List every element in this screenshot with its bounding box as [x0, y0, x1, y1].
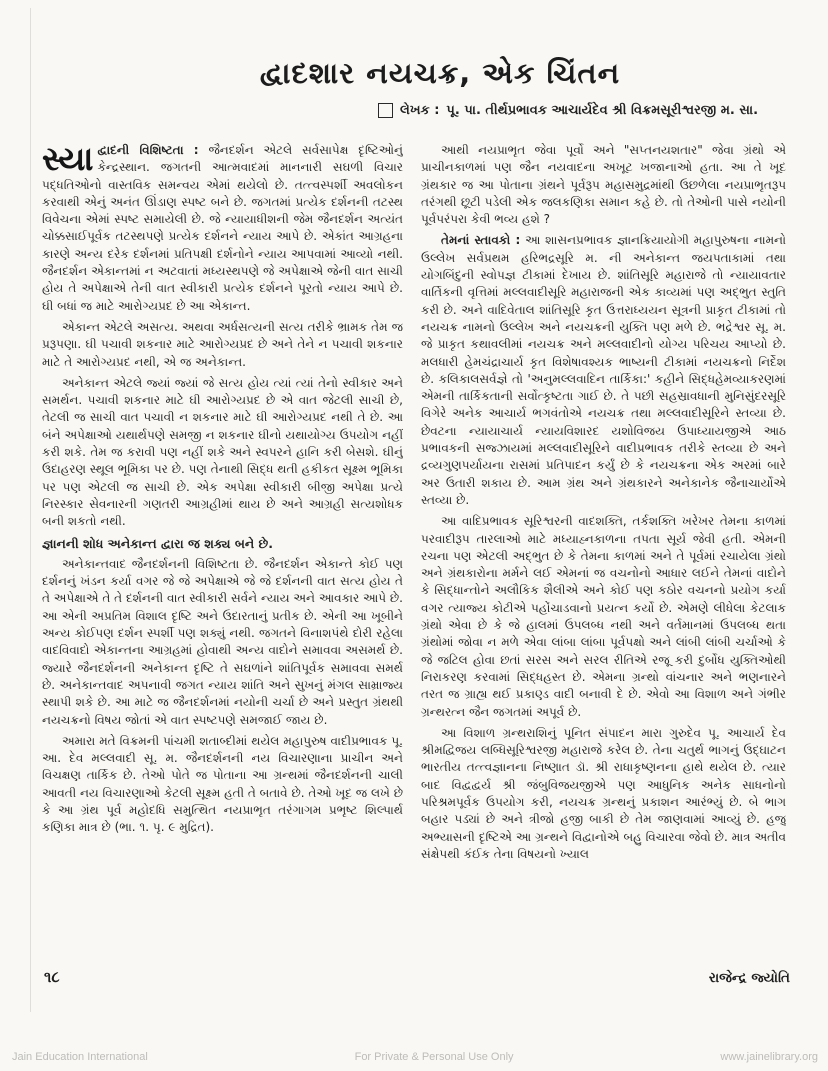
page-number: ૧૮ — [44, 968, 60, 986]
footer-left-text: Jain Education International — [12, 1051, 148, 1063]
paragraph: અનેકાન્ત એટલે જ્યાં જ્યાં જે સત્ય હોય ત્યાં ત્યાં તેનો સ્વીકાર અને સમર્થન. પચાવી શકનાર માટે ઘી આરોગ્યપ્રદ છે એ વાત જેટલી સાચી છે, તેટલી જ સાચી વાત પચાવી ન શકનાર માટે ઘી આરોગ્યપ્રદ નથી તે છે. આ બંને અપેક્ષાઓ યથાર્થપણે સમજી ન શકનાર ઘીનો યથાયોગ્ય ઉપયોગ નહીં કરી શકે. તેમ જ કરાવી પણ નહીં શકે અને સ્વપરને હાનિ કરી બેસશે. ઘીનું ઉદાહરણ સ્થૂલ ભૂમિકા પર છે. પણ તેનાથી સિદ્ધ થતી હકીકત સૂક્ષ્મ ભૂમિકા પર પણ એટલી જ સાચી છે. એક અપેક્ષા સ્વીકારી બીજી અપેક્ષા પ્રત્યે નિરસ્કાર સેવનારની ગણતરી આગ્રહીમાં થાય છે અને આગ્રહી સત્યશોધક બની શકતો નથી. — [42, 375, 403, 529]
byline-label: લેખક : — [400, 103, 440, 118]
paragraph: અનેકાન્તવાદ જૈનદર્શનની વિશિષ્ટતા છે. જૈનદર્શન એકાન્તે કોઈ પણ દર્શનનું ખંડન કર્યા વગર જે જે અપેક્ષાએ જે જે દર્શનની વાત સત્ય હોય તે તે અપેક્ષાએ તે તે દર્શનની વાત સ્વીકારી સર્વને ન્યાય અને આવકાર આપે છે. આ એની અપ્રતિમ વિશાલ દૃષ્ટિ અને ઉદારતાનું પ્રતીક છે. એની આ ખૂબીને અન્ય કોઈપણ દર્શન સ્પર્શી પણ શક્યું નથી. જગતને વિનાશપંથે દોરી રહેલા વાદવિવાદો એકાન્તના આગ્રહમાં હોવાથી અન્ય વાદોને સમાવવા અસમર્થ છે. જ્યારે જૈનદર્શનની અનેકાન્ત દૃષ્ટિ તે સઘળાંને શાંતિપૂર્વક સમાવવા સમર્થ છે. અનેકાન્તવાદ અપનાવી જગત ન્યાય શાંતિ અને સુખનું મંગલ સામ્રાજ્ય સ્થાપી શકે છે. આ માટે જ જૈનદર્શનમાં નયોની ચર્ચા છે અને પ્રસ્તુત ગ્રંથથી નયચક્રનો વિષય જોતાં એ વાત સ્પષ્ટપણે સમજાઈ જાય છે. — [42, 556, 403, 727]
paragraph: એકાન્ત એટલે અસત્ય. અથવા અર્ધસત્યની સત્ય તરીકે ભ્રામક તેમ જ પ્રરૂપણા. ઘી પચાવી શકનાર માટે આરોગ્યપ્રદ છે અને તેને ન પચાવી શકનાર માટે તે આરોગ્યપ્રદ નથી, એ જ અનેકાન્ત. — [42, 319, 403, 369]
paragraph: અમારા મતે વિક્રમની પાંચમી શતાબ્દીમાં થયેલ મહાપુરુષ વાદીપ્રભાવક પૂ. આ. દેવ મલ્લવાદી સૂ. મ. જૈનદર્શનની નય વિચારણાના પ્રાચીન અને વિચક્ષણ તાર્કિક છે. તેઓ પોતે જ પોતાના આ ગ્રન્થમાં જૈનદર્શનની ચાલી આવતી નય વિચારણાઓ કેટલી સૂક્ષ્મ હતી તે બતાવે છે. તેઓ ખૂદ જ લખે છે કે આ ગ્રંથ પૂર્વ મહોદધિ સમુત્થિત નયપ્રાભૃત તરંગાગમ પ્રભૃષ્ટ શિલ્પાર્થ કણિકા માત્ર છે (ભા. ૧. પૃ. ૯ મુદ્રિત). — [42, 733, 403, 835]
footer-center-text: For Private & Personal Use Only — [354, 1051, 514, 1063]
paragraph-lead: દ્વાદની વિશિષ્ટતા : — [97, 143, 199, 157]
paragraph-text: જૈનદર્શન એટલે સર્વસાપેક્ષ દૃષ્ટિઓનું કેન્દ્રસ્થાન. જગતની આત્મવાદમાં માનનારી સઘળી વિચાર પદ્ધતિઓનો વાસ્તવિક સમન્વય એમાં થયેલો છે. તત્ત્વસ્પર્શી અવલોકન કરવાથી એનું અનંત ઊંડાણ સ્પષ્ટ બને છે. જગતમાં પ્રત્યેક દર્શનની તટસ્થ વિવેચના એમાં સ્પષ્ટ સમાયેલી છે. જે ન્યાયાધીશની જેમ જૈનદર્શન અત્યંત ચોક્કસાઈપૂર્વક તટસ્થપણે પ્રત્યેક દર્શનને ન્યાય આપે છે. એકાંત આગ્રહના કારણે અન્ય દરેક દર્શનમાં પ્રતિપક્ષી દર્શનોને ન્યાય આપવામાં આવ્યો નથી. જૈનદર્શન એકાન્તમાં ન અટવાતાં મધ્યસ્થપણે જે અપેક્ષાએ જેની વાત સાચી હોય તે અપેક્ષાએ તેની વાત સ્વીકારી પ્રત્યેક દર્શનને પૂરતો ન્યાય આપે છે. ઘી બધાં જ માટે આરોગ્યપ્રદ છે આ એકાન્ત. — [42, 143, 403, 313]
byline-author: પૂ. પા. તીર્થપ્રભાવક આચાર્યદેવ શ્રી વિક્રમસૂરીશ્વરજી મ. સા. — [446, 103, 759, 118]
paragraph: આ વિશાળ ગ્રન્થરાશિનું પૂનિત સંપાદન મારા ગુરુદેવ પૂ. આચાર્ય દેવ શ્રીમદ્વિજય લબ્ધિસૂરિશ્વરજી મહારાજે કરેલ છે. તેના ચતુર્થ ભાગનું ઉદ્ઘાટન ભારતીય તત્ત્વજ્ઞાનના નિષ્ણાત ડૉ. શ્રી રાધાકૃષ્ણનના હાથે થયેલ છે. ત્યાર બાદ વિદ્વદ્વર્ય શ્રી જંબુવિજયજીએ પણ આધુનિક અનેક સાધનોનો પરિશ્રમપૂર્વક ઉપયોગ કરી, નયચક્ર ગ્રન્થનું પ્રકાશન આરંભ્યું છે. બે ભાગ બહાર પડ્યાં છે અને ત્રીજો હજી બાકી છે તેમ જાણવામાં આવ્યું છે. હજુ અભ્યાસની દૃષ્ટિએ આ ગ્રન્થને વિદ્વાનોએ બહુ વિચારવા જેવો છે. માત્ર અતીવ સંક્ષેપથી કંઈક તેના વિષયનો ખ્યાલ — [421, 725, 786, 861]
section-header: જ્ઞાનની શોધ અનેકાન્ત દ્વારા જ શક્ય બને છે. — [42, 535, 273, 551]
footer-right-text: www.jainelibrary.org — [720, 1051, 818, 1063]
paragraph — [42, 142, 403, 315]
scan-footer — [0, 1051, 828, 1063]
paragraph: આ વાદિપ્રભાવક સૂરિશ્વરની વાદશક્તિ, તર્કશક્તિ ખરેખર તેમના કાળમાં પરવાદીરૂપ તારલાઓ માટે મધ્યાહ્નકાળના તપતા સૂર્ય જેવી હતી. એમની રચના પણ એટલી અદ્ભુત છે કે તેમના કાળમાં અને તે પૂર્વમાં રચાયેલા ગ્રંથો અને ગ્રંથકારોના મર્મને લઈ એમનાં જ વચનોનો આધાર લઈને તેમનાં વાદોને કે સિદ્ધાન્તોને અલૌકિક શૈલીએ અને કોઈ પણ કઠોર વચનનો પ્રયોગ કર્યા વગર ત્યાજ્ય કોટીએ પહોંચાડવાનો પ્રયત્ન કર્યો છે. એમણે લીધેલા કેટલાક ગ્રંથો એવા છે કે જે હાલમાં ઉપલબ્ધ નથી અને વર્તમાનમાં ઉપલબ્ધ થતા ગ્રંથોમાં જોવા ન મળે એવા લાંબા લાંબા પૂર્વપક્ષો અને લાંબી લાંબી ચર્ચાઓ કે જે જટિલ હોવા છતાં સરસ અને સરલ રીતિએ રજૂ કરી દુર્બોધ યુક્તિઓથી નિરાકરણ કરવામાં સિદ્ધહસ્ત છે. એમના ગ્રન્થો વાંચનાર અને ભણનારને તરત જ ગ્રાહ્ય થઈ પ્રકાણ્ડ વાદી બનાવી દે છે. એવો આ વિશાળ અને ગંભીર ગ્રન્થરત્ન જૈન જગતમાં અપૂર્વ છે. — [421, 514, 786, 719]
checkbox-square-icon — [378, 103, 393, 118]
drop-cap: સ્યા — [42, 142, 94, 178]
paragraph-text: આ શાસનપ્રભાવક જ્ઞાનક્રિયાયોગી મહાપુરુષના નામનો ઉલ્લેખ સર્વપ્રથમ હરિભદ્રસૂરિ મ. ની અનેકાન્ત જયપતાકામાં તથા યોગબિંદુની સ્વોપજ્ઞ ટીકામાં દેખાય છે. શાંતિસૂરિ મહારાજે તો ન્યાયાવતાર વાર્તિકની વૃત્તિમાં મલ્લવાદીસૂરિ મહારાજની એક કાવ્યમાં પણ અદ્ભુત સ્તુતિ કરી છે. અને વાદિવેતાલ શાંતિસૂરિ કૃત ઉત્તરાધ્યયન સૂત્રની પ્રાકૃત ટીકામાં તો નયચક્ર નામનો ઉલ્લેખ અને નયચક્રની યુક્તિ પણ મળે છે. ભદ્રેશ્વર સૂ. મ. જે પ્રાકૃત કથાવલીમાં નયચક્ર અને મલ્લવાદીનો યોગ્ય પરિચય આપ્યો છે. મલધારી હેમચંદ્રાચાર્ય કૃત વિશેષાવશ્યક ભાષ્યની ટીકામાં નયચક્રનો નિર્દેશ છે. કલિકાલસર્વજ્ઞે તો 'અનુમલ્લવાદિન તાર્કિકા:' કહીને સિદ્ધહેમવ્યાકરણમાં એમની તાર્કિકતાની સર્વોત્કૃષ્ટતા ગાઈ છે. તે પછી સહસ્રાવધાની મુનિસુંદરસૂરિ વિગેરે અનેક આચાર્ય ભગવંતોએ નયચક્ર તથા મલ્લવાદીસૂરિને સ્તવ્યા છે. છેવટના ન્યાયાચાર્ય ન્યાયવિશારદ યશોવિજય ઉપાધ્યાયજીએ આઠ પ્રભાવકની સજ્ઝાયમાં મલ્લવાદીસૂરિને વાદીપ્રભાવક તરીકે સ્તવ્યા છે અને દ્રવ્યગુણપર્યાયના રાસમાં પ્રતિપાદન કર્યું છે કે નયચક્રના એક અરમાં બારે અર ઉતારી શકાય છે. આમ ગ્રંથ અને ગ્રંથકારને અનેકાનેક જૈનાચાર્યોએ સ્તવ્યા છે. — [421, 233, 786, 507]
left-text-column — [42, 142, 403, 970]
page-title: દ્વાદશાર નયચક્ર, એક ચિંતન — [259, 56, 621, 90]
byline — [378, 103, 793, 118]
paragraph: આથી નયપ્રાભૃત જેવા પૂર્વો અને "સપ્તનયશતાર" જેવા ગ્રંથો એ પ્રાચીનકાળમાં પણ જૈન નયવાદના અખૂટ ખજાનાઓ હતા. આ તે ખૂદ ગ્રંથકાર જ આ પોતાના ગ્રંથને પૂર્વરૂપ મહાસમુદ્રમાંથી ઉછળેલા નયપ્રાભૃતરૂપ તરંગથી છૂટી પડેલી એક જલકણિકા સમાન કહે છે. તો તેઓની પાસે નયોની પૂર્વપરંપરા કેવી ભવ્ય હશે ? — [421, 143, 786, 227]
right-text-column — [421, 142, 786, 958]
journal-name: રાજેન્દ્ર જ્યોતિ — [708, 970, 790, 986]
scan-edge-line — [30, 8, 31, 1012]
paragraph — [421, 232, 786, 509]
paragraph-lead: તેમનાં સ્તાવકો : — [441, 233, 521, 248]
